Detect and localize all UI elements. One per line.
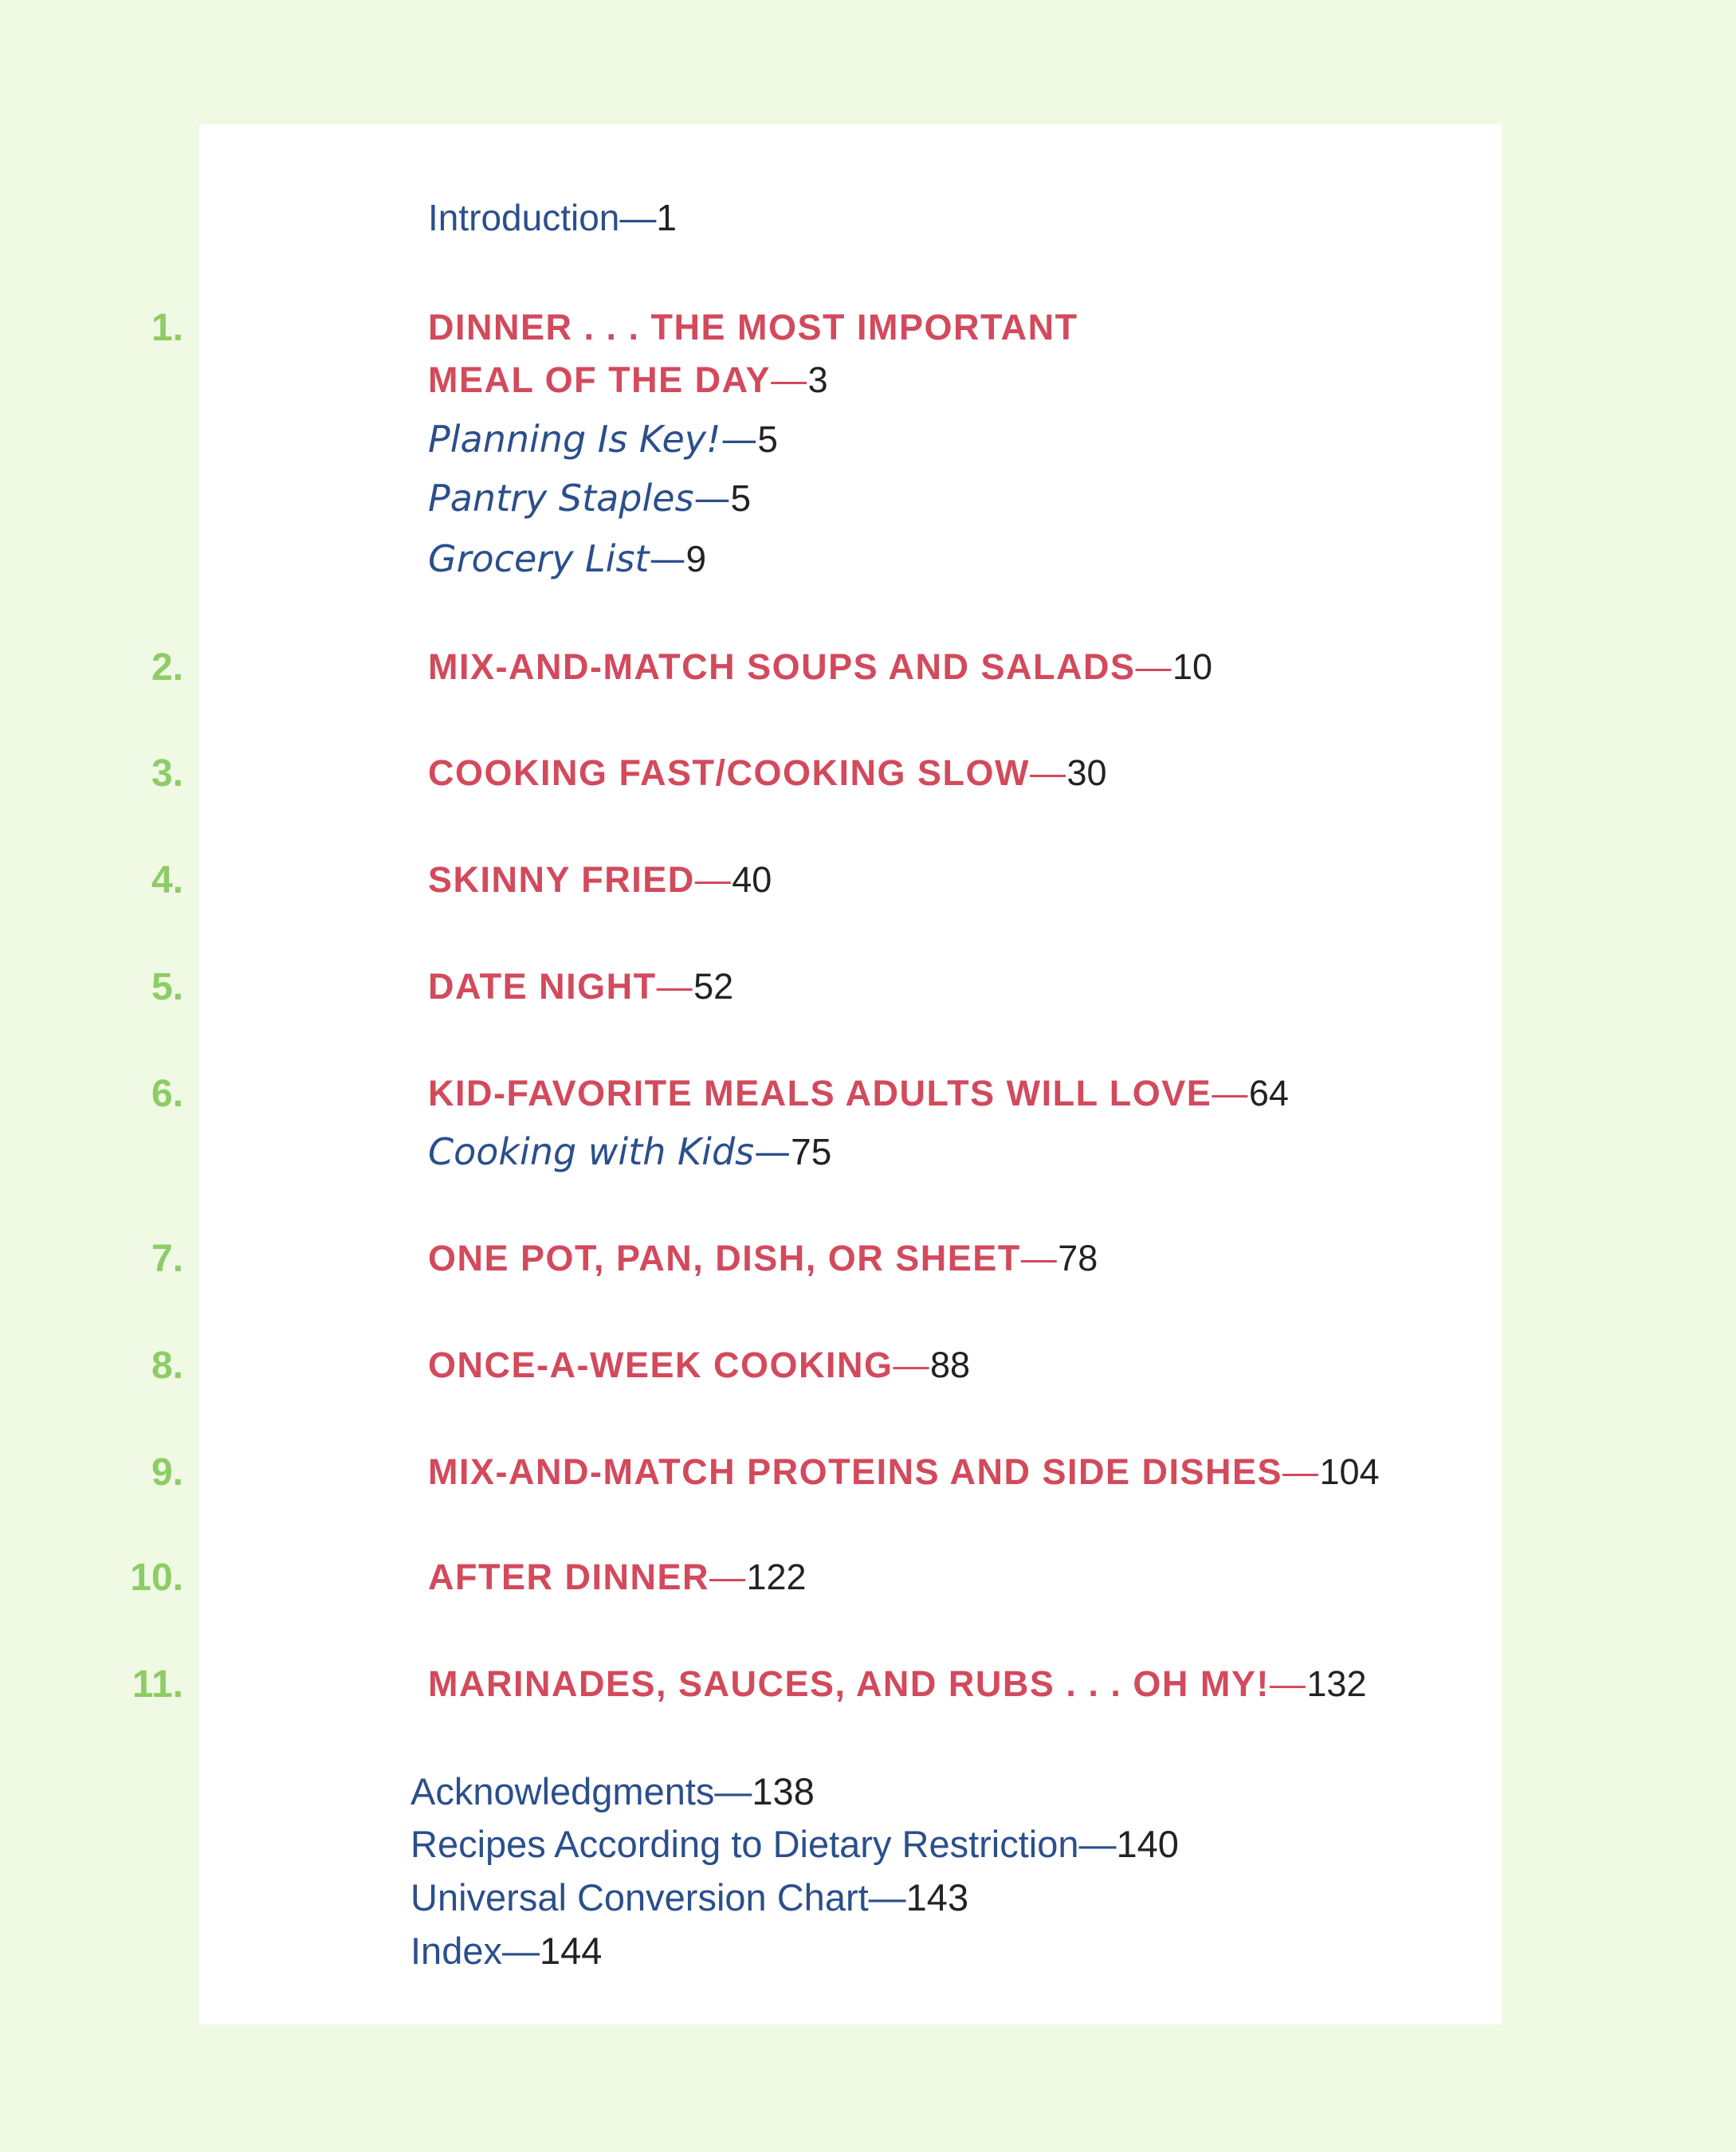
chapter-number-4: 4. — [151, 859, 183, 901]
page-number: 64 — [1248, 1073, 1289, 1113]
separator: — — [893, 1345, 930, 1385]
separator: — — [693, 477, 731, 520]
chapter-title-text: COOKING FAST/COOKING SLOW — [428, 752, 1030, 793]
chapter-title-text: AFTER DINNER — [428, 1557, 709, 1597]
intro-title: Introduction — [428, 197, 620, 238]
separator: — — [619, 197, 657, 238]
sub-entry-title: Pantry Staples — [428, 477, 694, 520]
sub-entry-title: Planning Is Key! — [428, 418, 721, 461]
sub-entry-pantry[interactable] — [428, 477, 752, 520]
page-number: 5 — [757, 418, 779, 460]
chapter-number-3: 3. — [151, 752, 183, 795]
separator: — — [1282, 1451, 1320, 1492]
chapter-title-7[interactable] — [428, 1240, 1098, 1276]
back-entry-title: Universal Conversion Chart — [410, 1876, 869, 1918]
chapter-title-11[interactable] — [428, 1663, 1367, 1704]
chapter-number-6: 6. — [151, 1073, 183, 1115]
page-number: 10 — [1172, 646, 1213, 687]
chapter-title-1-line2[interactable] — [428, 359, 828, 400]
separator: — — [1135, 646, 1172, 687]
separator: — — [771, 359, 808, 400]
chapter-number-2: 2. — [151, 646, 183, 689]
page-number: 30 — [1066, 752, 1107, 793]
separator: — — [1269, 1663, 1307, 1704]
chapter-title-2[interactable] — [428, 646, 1213, 687]
page-number: 104 — [1319, 1451, 1380, 1492]
chapter-number-11: 11. — [132, 1663, 183, 1706]
separator: — — [709, 1557, 747, 1597]
separator: — — [714, 1770, 752, 1812]
back-entry-dietary[interactable] — [410, 1825, 1179, 1863]
chapter-title-text: ONCE-A-WEEK COOKING — [428, 1345, 894, 1385]
chapter-title-text: KID-FAVORITE MEALS ADULTS WILL LOVE — [428, 1073, 1212, 1113]
chapter-title-text: MIX-AND-MATCH SOUPS AND SALADS — [428, 646, 1136, 687]
page-number: 88 — [930, 1345, 971, 1385]
chapter-title-5[interactable] — [428, 966, 734, 1007]
separator: — — [1030, 752, 1067, 793]
chapter-title-8[interactable] — [428, 1347, 970, 1383]
page-number: 144 — [539, 1930, 603, 1972]
page-number: 52 — [693, 966, 734, 1007]
sub-entry-cooking-with-kids[interactable] — [428, 1130, 832, 1173]
chapter-title-text: MIX-AND-MATCH PROTEINS AND SIDE DISHES — [428, 1451, 1283, 1492]
page-number: 75 — [791, 1131, 832, 1172]
chapter-title-4[interactable] — [428, 859, 772, 900]
chapter-title-3[interactable] — [428, 752, 1107, 793]
separator: — — [501, 1930, 540, 1972]
chapter-title-text: ONE POT, PAN, DISH, OR SHEET — [428, 1238, 1021, 1278]
back-entry-title: Recipes According to Dietary Restriction — [410, 1823, 1079, 1865]
chapter-number-1: 1. — [151, 307, 183, 349]
back-entry-title: Index — [410, 1930, 502, 1972]
page-number: 122 — [746, 1557, 807, 1597]
sub-entry-planning[interactable] — [428, 418, 779, 461]
toc-introduction[interactable] — [428, 199, 677, 236]
chapter-number-9: 9. — [151, 1451, 183, 1494]
chapter-number-8: 8. — [151, 1345, 183, 1387]
chapter-number-7: 7. — [151, 1238, 183, 1280]
separator: — — [1020, 1238, 1058, 1278]
separator: — — [694, 859, 732, 900]
page-number: 5 — [730, 477, 752, 519]
chapter-title-1-line1[interactable]: DINNER . . . THE MOST IMPORTANT — [428, 307, 1078, 348]
chapter-title-9[interactable] — [428, 1451, 1380, 1492]
back-entry-acknowledgments[interactable] — [410, 1770, 815, 1812]
page-number: 3 — [807, 359, 828, 400]
chapter-title-text: MARINADES, SAUCES, AND RUBS . . . OH MY! — [428, 1663, 1270, 1704]
chapter-title-text: MEAL OF THE DAY — [428, 359, 772, 400]
page-number: 132 — [1306, 1663, 1367, 1704]
page-number: 138 — [752, 1770, 815, 1812]
back-entry-title: Acknowledgments — [410, 1770, 715, 1812]
page-number: 140 — [1116, 1823, 1179, 1865]
separator: — — [1078, 1823, 1117, 1865]
page-number: 1 — [656, 197, 677, 238]
sub-entry-title: Cooking with Kids — [428, 1130, 755, 1173]
separator: — — [1212, 1073, 1249, 1113]
chapter-title-6[interactable] — [428, 1075, 1289, 1111]
back-entry-index[interactable] — [410, 1930, 603, 1972]
sub-entry-grocery[interactable] — [428, 537, 707, 580]
page-number: 78 — [1058, 1238, 1098, 1278]
chapter-title-text: DATE NIGHT — [428, 966, 657, 1007]
separator: — — [754, 1130, 791, 1173]
separator: — — [868, 1876, 906, 1918]
page-number: 143 — [905, 1876, 969, 1918]
sub-entry-title: Grocery List — [428, 537, 650, 580]
chapter-title-text: SKINNY FRIED — [428, 859, 695, 900]
separator: — — [721, 418, 758, 461]
chapter-title-10[interactable] — [428, 1559, 807, 1595]
page-number: 40 — [732, 859, 772, 900]
chapter-number-10: 10. — [130, 1557, 183, 1599]
back-entry-conversion[interactable] — [410, 1876, 969, 1918]
separator: — — [656, 966, 694, 1007]
separator: — — [649, 537, 686, 580]
page-number: 9 — [685, 538, 707, 579]
chapter-number-5: 5. — [151, 966, 183, 1008]
